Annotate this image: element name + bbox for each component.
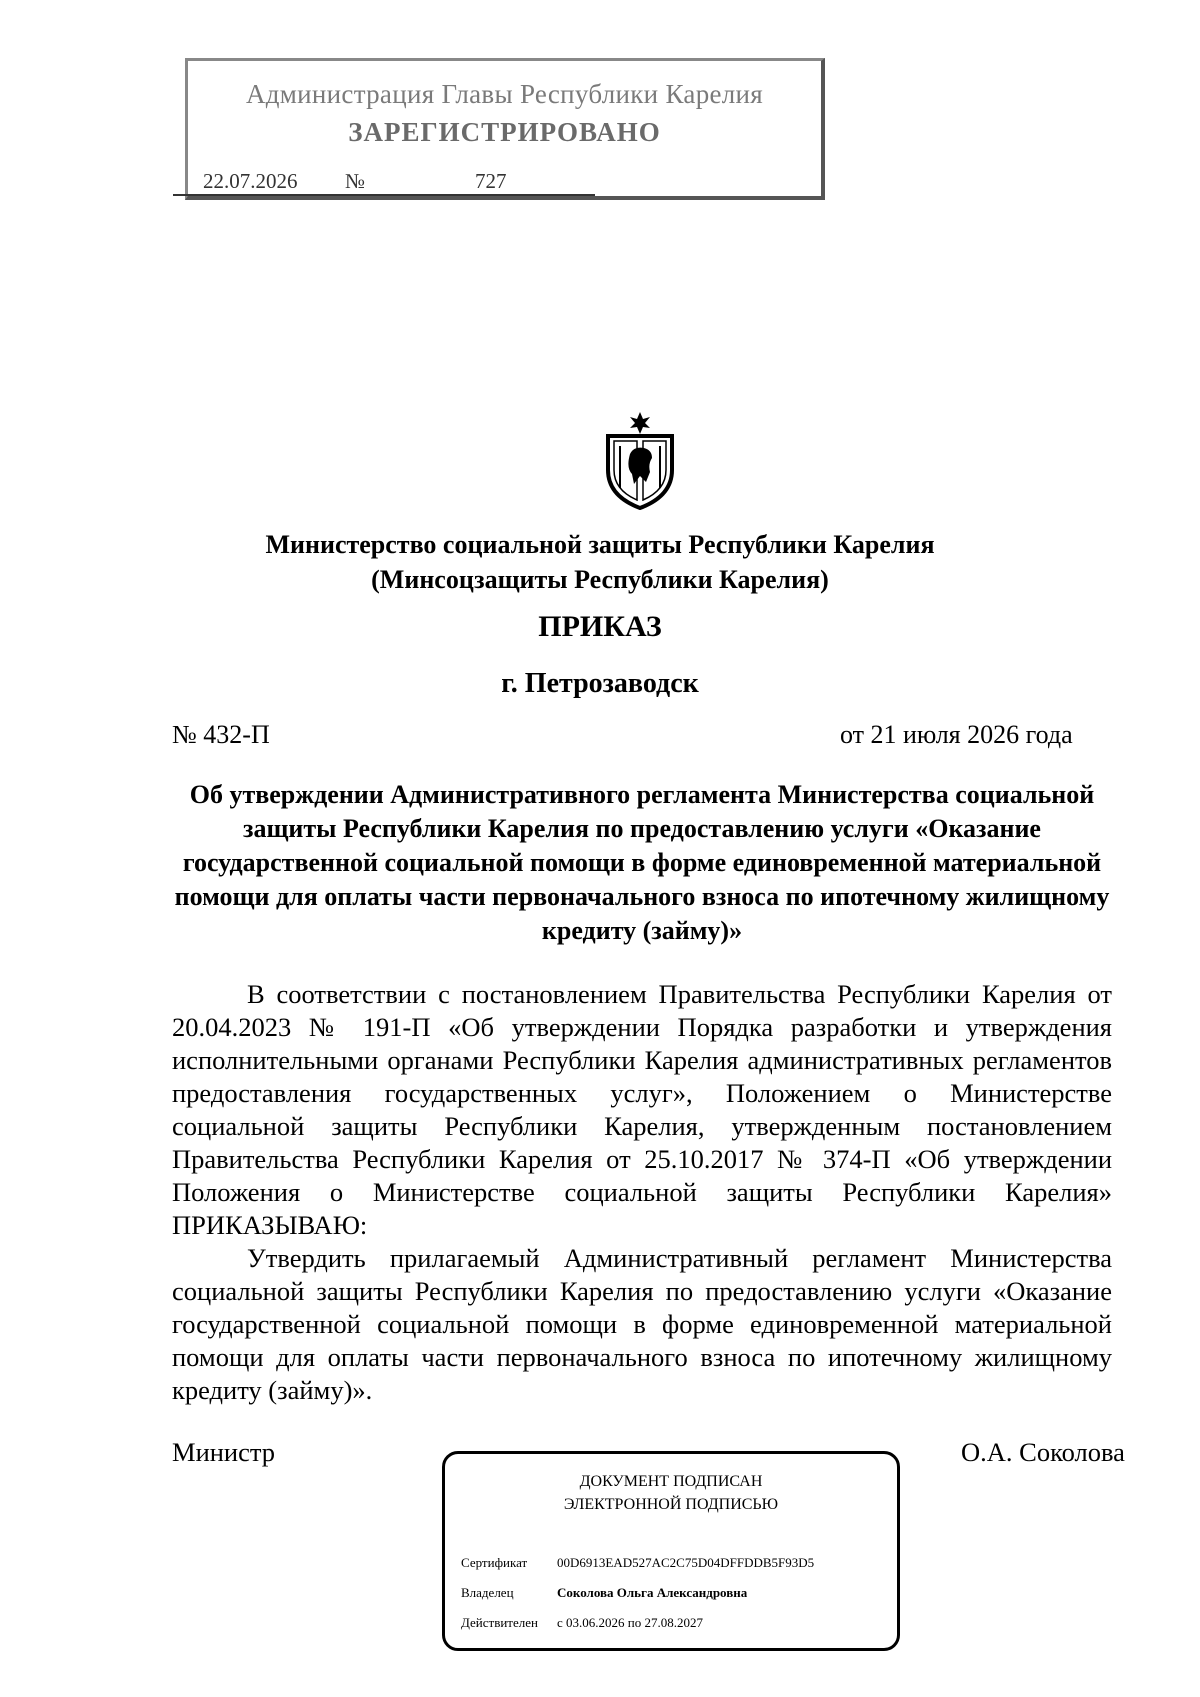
- esign-heading-2: ЭЛЕКТРОННОЙ ПОДПИСЬЮ: [563, 1496, 779, 1513]
- ministry-short-name: (Минсоцзащиты Республики Карелия): [371, 565, 829, 594]
- esign-owner-value: Соколова Ольга Александровна: [557, 1585, 748, 1600]
- body-paragraph-decision: Утвердить прилагаемый Административный регламент Министерства социальной защиты Республики Карелия по предоставлению услуги «Оказание государственной социальной помощи в форме единовременной материальной помощи для оплаты части первоначального взноса по ипотечному жилищному кредиту (займу)».: [172, 1243, 1112, 1405]
- karelia-coat-of-arms-icon: [600, 410, 680, 510]
- ministry-name: Министерство социальной защиты Республики Карелия: [265, 530, 935, 559]
- esign-owner-label: Владелец: [461, 1585, 514, 1600]
- esign-validity-value: с 03.06.2026 по 27.08.2027: [557, 1615, 703, 1630]
- registration-row: [173, 169, 595, 196]
- signatory-name: О.А. Соколова: [961, 1437, 1125, 1467]
- registration-stamp: [185, 58, 825, 200]
- esign-heading-1: ДОКУМЕНТ ПОДПИСАН: [579, 1473, 763, 1490]
- registration-number-label: №: [345, 169, 373, 196]
- esign-validity-label: Действителен: [461, 1615, 538, 1630]
- document-type: ПРИКАЗ: [538, 610, 662, 643]
- esign-certificate-value: 00D6913EAD527AC2C75D04DFFDDB5F93D5: [557, 1555, 815, 1570]
- order-number: № 432-П: [172, 720, 270, 749]
- esign-validity-row: [461, 1615, 703, 1631]
- registration-number: 727: [373, 169, 595, 196]
- order-body: [172, 978, 1112, 1407]
- esign-owner-row: [461, 1585, 747, 1601]
- registration-status: ЗАРЕГИСТРИРОВАНО: [348, 117, 661, 147]
- order-date: от 21 июля 2026 года: [840, 720, 1073, 749]
- city: г. Петрозаводск: [501, 668, 699, 699]
- signatory-title: Министр: [172, 1437, 276, 1467]
- registration-organization: Администрация Главы Республики Карелия: [245, 79, 764, 109]
- body-paragraph-preamble: В соответствии с постановлением Правительства Республики Карелия от 20.04.2023 № 191-П «Об утверждении Порядка разработки и утверждения исполнительными органами Республики Карелия административных регламентов предоставления государственных услуг», Положением о Министерстве социальной защиты Республики Карелия, утвержденным постановлением Правительства Республики Карелия от 25.10.2017 № 374-П «Об утверждении Положения о Министерстве социальной защиты Республики Карелия» ПРИКАЗЫВАЮ:: [172, 979, 1112, 1240]
- order-subject: Об утверждении Административного регламента Министерства социальной защиты Республики Карелия по предоставлению услуги «Оказание государственной социальной помощи в форме единовременной материальной помощи для оплаты части первоначального взноса по ипотечному жилищному кредиту (займу)»: [174, 780, 1110, 945]
- electronic-signature-stamp: [442, 1451, 900, 1651]
- registration-date: 22.07.2026: [173, 169, 345, 196]
- esign-certificate-row: [461, 1555, 814, 1571]
- esign-certificate-label: Сертификат: [461, 1555, 528, 1570]
